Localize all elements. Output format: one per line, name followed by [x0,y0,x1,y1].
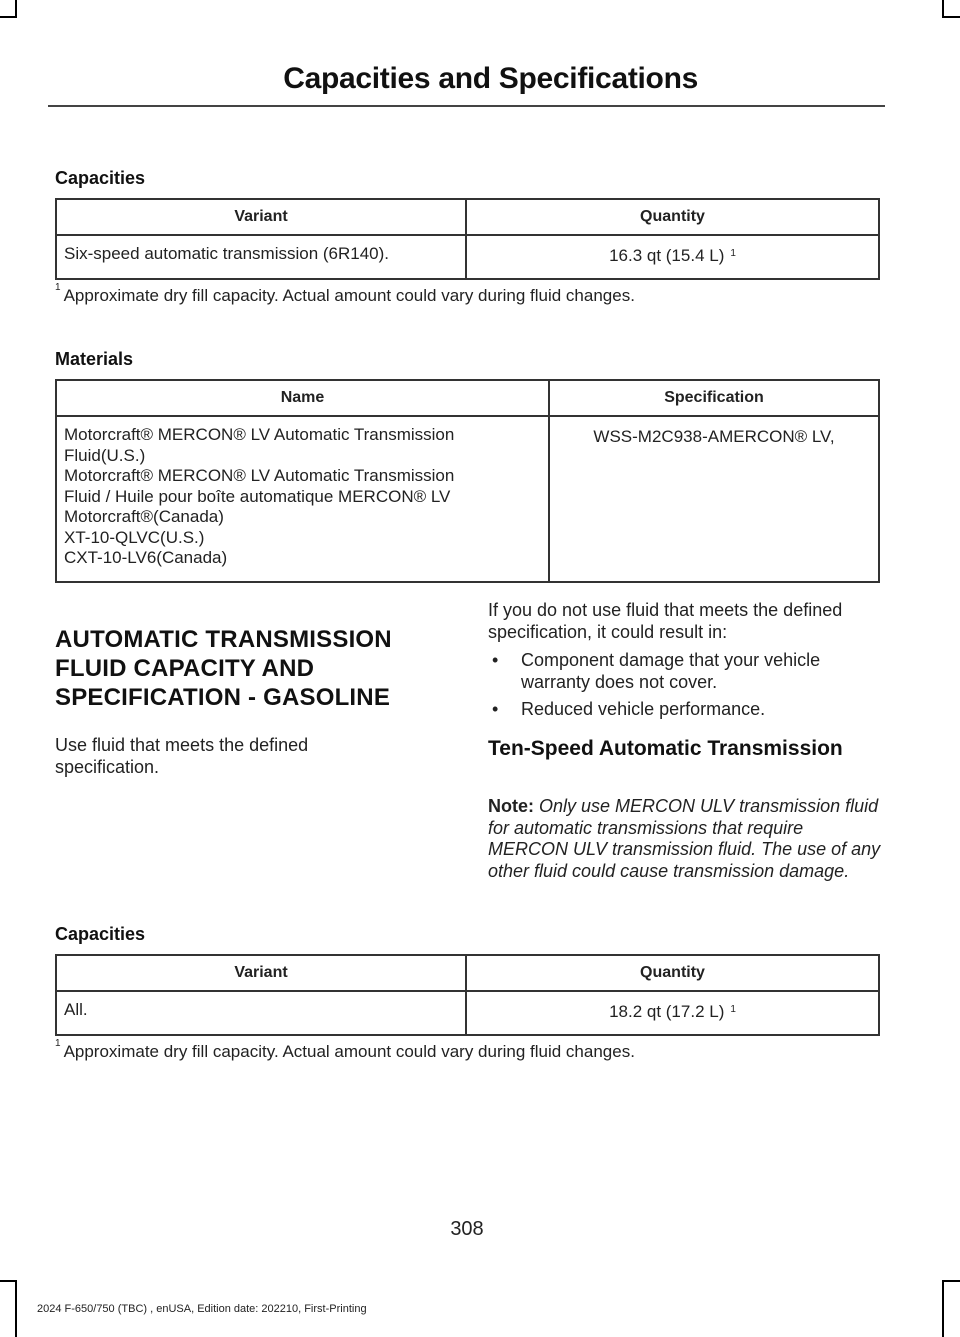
intro-paragraph: Use fluid that meets the defined specification. [55,735,309,777]
section-heading-line: FLUID CAPACITY AND [55,655,315,682]
footnote-marker: 1 [55,282,61,293]
material-name-line: Motorcraft®(Canada) [64,507,224,526]
list-item: • Reduced vehicle performance. [488,699,883,721]
quantity-value: 18.2 qt (17.2 L) [609,1002,725,1021]
footnote [55,1038,635,1062]
section-heading-line: AUTOMATIC TRANSMISSION [55,626,392,653]
capacities-label: Capacities [55,168,146,188]
materials-table [55,379,880,583]
section-heading [55,625,465,712]
crop-mark [15,1280,17,1337]
material-name-line: Fluid(U.S.) [64,445,146,465]
capacities-label: Capacities [55,924,146,944]
footnote-ref: 1 [730,248,736,259]
column-header-name: Name [56,380,549,416]
note-paragraph [488,796,883,882]
variant-cell: Six-speed automatic transmission (6R140). [56,235,466,279]
material-name-cell [56,416,549,582]
column-header-quantity: Quantity [466,955,879,991]
footnote-ref: 1 [730,1004,736,1015]
capacities-table [55,954,880,1036]
material-name-line: CXT-10-LV6(Canada) [64,548,228,567]
crop-mark [0,16,17,18]
note-label: Note: [488,796,534,816]
edition-footer: 2024 F-650/750 (TBC) , enUSA, Edition date: 202210, First-Printing [37,1303,367,1315]
column-header-variant: Variant [56,199,466,235]
crop-mark [0,1280,17,1282]
footnote-marker: 1 [55,1038,61,1049]
footnote-text: Approximate dry fill capacity. Actual amount could vary during fluid changes. [63,286,635,305]
capacities-table [55,198,880,280]
material-name-line: Motorcraft® MERCON® LV Automatic Transmission [64,425,455,444]
variant-cell: All. [56,991,466,1035]
warning-paragraph: If you do not use fluid that meets the defined specification, it could result in: [488,600,843,642]
crop-mark [942,16,960,18]
column-header-specification: Specification [549,380,879,416]
note-text: Only use MERCON ULV transmission fluid for automatic transmissions that require MERCON ULV transmission fluid. The use of any other fluid could cause transmission damage. [488,796,881,881]
consequence-list [488,650,883,727]
material-name-line: Motorcraft® MERCON® LV Automatic Transmission [64,466,455,485]
subsection-heading: Ten-Speed Automatic Transmission [488,737,843,760]
table-row [56,416,879,582]
quantity-value: 16.3 qt (15.4 L) [609,246,725,265]
quantity-cell [466,991,879,1035]
table-row [56,991,879,1035]
quantity-cell [466,235,879,279]
material-name-line: XT-10-QLVC(U.S.) [64,527,205,547]
page-title: Capacities and Specifications [283,62,698,95]
page-number: 308 [450,1218,484,1240]
footnote [55,282,635,306]
column-header-quantity: Quantity [466,199,879,235]
specification-cell: WSS-M2C938-AMERCON® LV, [549,416,879,582]
materials-label: Materials [55,349,134,369]
table-row [56,235,879,279]
list-item: • Component damage that your vehicle warranty does not cover. [488,650,883,693]
crop-mark [942,1280,960,1282]
title-divider [48,105,885,107]
column-header-variant: Variant [56,955,466,991]
section-heading-line: SPECIFICATION - GASOLINE [55,684,391,711]
crop-mark [942,1280,944,1337]
footnote-text: Approximate dry fill capacity. Actual amount could vary during fluid changes. [63,1042,635,1061]
material-name-line: Fluid / Huile pour boîte automatique MERCON® LV [64,486,451,506]
